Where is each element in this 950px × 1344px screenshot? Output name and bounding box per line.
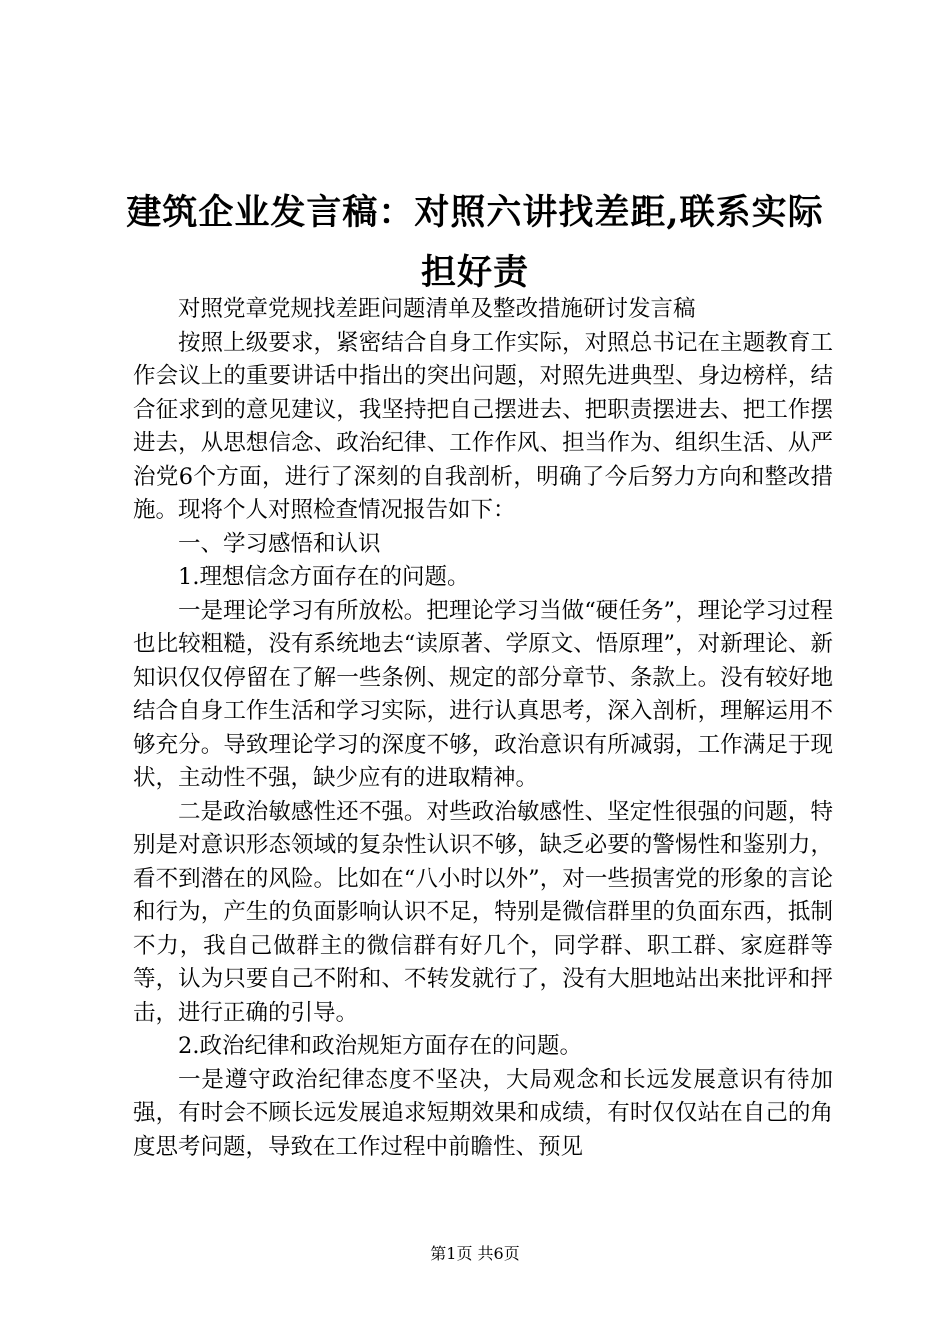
section-heading: 一、学习感悟和认识	[178, 530, 381, 557]
document-title	[100, 183, 850, 303]
intro-paragraph: 按照上级要求，紧密结合自身工作实际，对照总书记在主题教育工作会议上的重要讲话中指出的突出问题，对照先进典型、身边榜样，结合征求到的意见建议，我坚持把自己摆进去、把职责摆进去、把工作摆进去，从思想信念、政治纪律、工作作风、担当作为、组织生活、从严治党6个方面，进行了深刻的自我剖析，明确了今后努力方向和整改措施。现将个人对照检查情况报告如下：	[133, 329, 833, 523]
subsection-heading: 2.政治纪律和政治规矩方面存在的问题。	[178, 1033, 582, 1059]
body-paragraph: 一是理论学习有所放松。把理论学习当做“硬任务”，理论学习过程也比较粗糙，没有系统地去“读原著、学原文、悟原理”，对新理论、新知识仅仅停留在了解一些条例、规定的部分章节、条款上。没有较好地结合自身工作生活和学习实际，进行认真思考，深入剖析，理解运用不够充分。导致理论学习的深度不够，政治意识有所减弱，工作满足于现状，主动性不强，缺少应有的进取精神。	[133, 597, 833, 791]
body-paragraph: 二是政治敏感性还不强。对些政治敏感性、坚定性很强的问题，特别是对意识形态领域的复杂性认识不够，缺乏必要的警惕性和鉴别力，看不到潜在的风险。比如在“八小时以外”，对一些损害党的形象的言论和行为，产生的负面影响认识不足，特别是微信群里的负面东西，抵制不力，我自己做群主的微信群有好几个，同学群、职工群、家庭群等等，认为只要自己不附和、不转发就行了，没有大胆地站出来批评和抨击，进行正确的引导。	[133, 798, 833, 1026]
page-footer: 第1页 共6页	[430, 1244, 520, 1263]
title-line-2: 担好责	[420, 252, 529, 293]
body-paragraph: 一是遵守政治纪律态度不坚决，大局观念和长远发展意识有待加强，有时会不顾长远发展追求短期效果和成绩，有时仅仅站在自己的角度思考问题，导致在工作过程中前瞻性、预见	[133, 1066, 833, 1160]
document-body	[133, 293, 833, 1164]
title-line-1: 建筑企业发言稿：对照六讲找差距,联系实际	[126, 192, 824, 233]
subsection-heading: 1.理想信念方面存在的问题。	[178, 564, 470, 590]
subtitle-paragraph: 对照党章党规找差距问题清单及整改措施研讨发言稿	[178, 296, 696, 322]
